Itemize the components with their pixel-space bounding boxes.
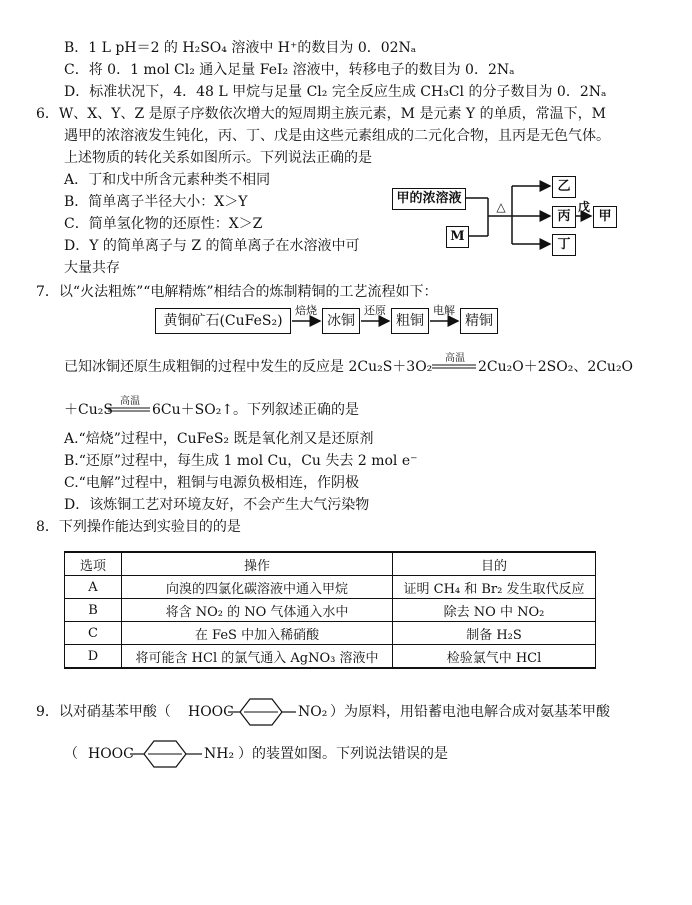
- table-row: [65, 622, 596, 645]
- q7-equals-sign-1: [432, 364, 476, 370]
- q7-known-line1-part2: 2Cu₂O＋2SO₂、2Cu₂O: [478, 359, 634, 375]
- q8-cell-purpose: 除去 NO 中 NO₂: [393, 599, 596, 622]
- table-row: [65, 599, 596, 622]
- q8-cell-option: A: [65, 576, 122, 599]
- q6-box-m: M: [446, 226, 469, 248]
- q7-box-ice-copper: 冰铜: [322, 308, 360, 334]
- q8-cell-operation: 在 FeS 中加入稀硝酸: [122, 622, 393, 645]
- q8-table: [64, 551, 596, 669]
- q8-header-purpose: 目的: [393, 552, 596, 576]
- q9-group-no2: NO₂: [298, 704, 328, 720]
- q7-step-roast: 焙烧: [295, 304, 317, 317]
- q7-known-line1-part1: 已知冰铜还原生成粗铜的过程中发生的反应是 2Cu₂S＋3O₂: [64, 359, 433, 375]
- q6-stem-line3: 上述物质的转化关系如图所示。下列说法正确的是: [64, 150, 372, 166]
- q6-option-d-line1: D．Y 的简单离子与 Z 的简单离子在水溶液中可: [64, 238, 360, 254]
- q7-stem: 7．以“火法粗炼”“电解精炼”相结合的炼制精铜的工艺流程如下：: [36, 284, 438, 300]
- q6-option-a: A．丁和戊中所含元素种类不相同: [64, 172, 271, 188]
- q6-box-ding: 丁: [552, 234, 576, 256]
- q6-box-jia: 甲: [593, 206, 617, 228]
- q5-option-d: D．标准状况下，4．48 L 甲烷与足量 Cl₂ 完全反应生成 CH₃Cl 的分子数目为 0．2Nₐ: [64, 84, 607, 100]
- q9-stem-line2-part1: （: [64, 746, 78, 762]
- q6-stem-line1: 6．W、X、Y、Z 是原子序数依次增大的短周期主族元素，M 是元素 Y 的单质，常温下，M: [36, 106, 606, 122]
- q7-option-b: B.“还原”过程中，每生成 1 mol Cu，Cu 失去 2 mol e⁻: [64, 453, 418, 469]
- q8-cell-operation: 将可能含 HCl 的氯气通入 AgNO₃ 溶液中: [122, 645, 393, 669]
- q7-cond-high-temp-2: 高温: [120, 396, 140, 407]
- q8-table-header-row: [65, 552, 596, 576]
- q5-option-b: B．1 L pH＝2 的 H₂SO₄ 溶液中 H⁺的数目为 0．02Nₐ: [64, 40, 417, 56]
- q6-box-bing: 丙: [552, 206, 576, 228]
- q7-box-fine-copper: 精铜: [460, 308, 498, 334]
- q7-equals-sign-2: [108, 407, 150, 413]
- q8-stem: 8．下列操作能达到实验目的的是: [36, 519, 241, 535]
- q9-group-hooc-1: HOOC: [188, 704, 234, 720]
- q9-group-hooc-2: HOOC: [88, 746, 134, 762]
- q8-cell-option: D: [65, 645, 122, 669]
- q7-step-electrolysis: 电解: [433, 304, 455, 317]
- q6-option-d-line2: 大量共存: [64, 260, 120, 276]
- q8-cell-purpose: 制备 H₂S: [393, 622, 596, 645]
- q5-option-c: C．将 0．1 mol Cl₂ 通入足量 FeI₂ 溶液中，转移电子的数目为 0．2Nₐ: [64, 62, 515, 78]
- q9-benzene-ring-2: [130, 738, 204, 770]
- q7-known-line2-part1: ＋Cu₂S: [64, 402, 113, 418]
- table-row: [65, 576, 596, 599]
- q9-group-nh2: NH₂: [204, 746, 235, 762]
- q6-box-yi: 乙: [552, 176, 576, 198]
- q7-cond-high-temp-1: 高温: [445, 353, 465, 364]
- q8-cell-operation: 向溴的四氯化碳溶液中通入甲烷: [122, 576, 393, 599]
- q8-cell-purpose: 检验氯气中 HCl: [393, 645, 596, 669]
- q7-option-c: C.“电解”过程中，粗铜与电源负极相连，作阴极: [64, 475, 359, 491]
- q7-known-line2-part2: 6Cu＋SO₂↑。下列叙述正确的是: [152, 402, 360, 418]
- q8-cell-option: C: [65, 622, 122, 645]
- q6-option-b: B．简单离子半径大小：X＞Y: [64, 194, 248, 210]
- q7-option-a: A.“焙烧”过程中，CuFeS₂ 既是氧化剂又是还原剂: [64, 431, 374, 447]
- q7-option-d: D．该炼铜工艺对环境友好，不会产生大气污染物: [64, 497, 370, 513]
- q7-box-crude-copper: 粗铜: [391, 308, 429, 334]
- q8-cell-option: B: [65, 599, 122, 622]
- table-row: [65, 645, 596, 669]
- q9-benzene-ring-1: [228, 696, 298, 728]
- q9-stem-line1-part1: 9．以对硝基苯甲酸（: [36, 704, 171, 720]
- q6-arrow-label-wu: 戊: [577, 200, 590, 214]
- q7-step-reduce: 还原: [364, 304, 386, 317]
- q6-heat-condition: △: [496, 200, 506, 214]
- q6-box-jia-concentrated: 甲的浓溶液: [392, 188, 466, 210]
- q9-stem-line2-part2: ）的装置如图。下列说法错误的是: [238, 746, 448, 762]
- q6-stem-line2: 遇甲的浓溶液发生钝化，丙、丁、戊是由这些元素组成的二元化合物，且丙是无色气体。: [64, 128, 610, 144]
- q6-option-c: C．简单氢化物的还原性：X＞Z: [64, 216, 263, 232]
- q8-cell-operation: 将含 NO₂ 的 NO 气体通入水中: [122, 599, 393, 622]
- q8-header-operation: 操作: [122, 552, 393, 576]
- q7-box-ore: 黄铜矿石(CuFeS₂): [155, 308, 291, 334]
- q8-header-option: 选项: [65, 552, 122, 576]
- q9-stem-line1-part2: ）为原料，用铅蓄电池电解合成对氨基苯甲酸: [330, 704, 610, 720]
- q8-cell-purpose: 证明 CH₄ 和 Br₂ 发生取代反应: [393, 576, 596, 599]
